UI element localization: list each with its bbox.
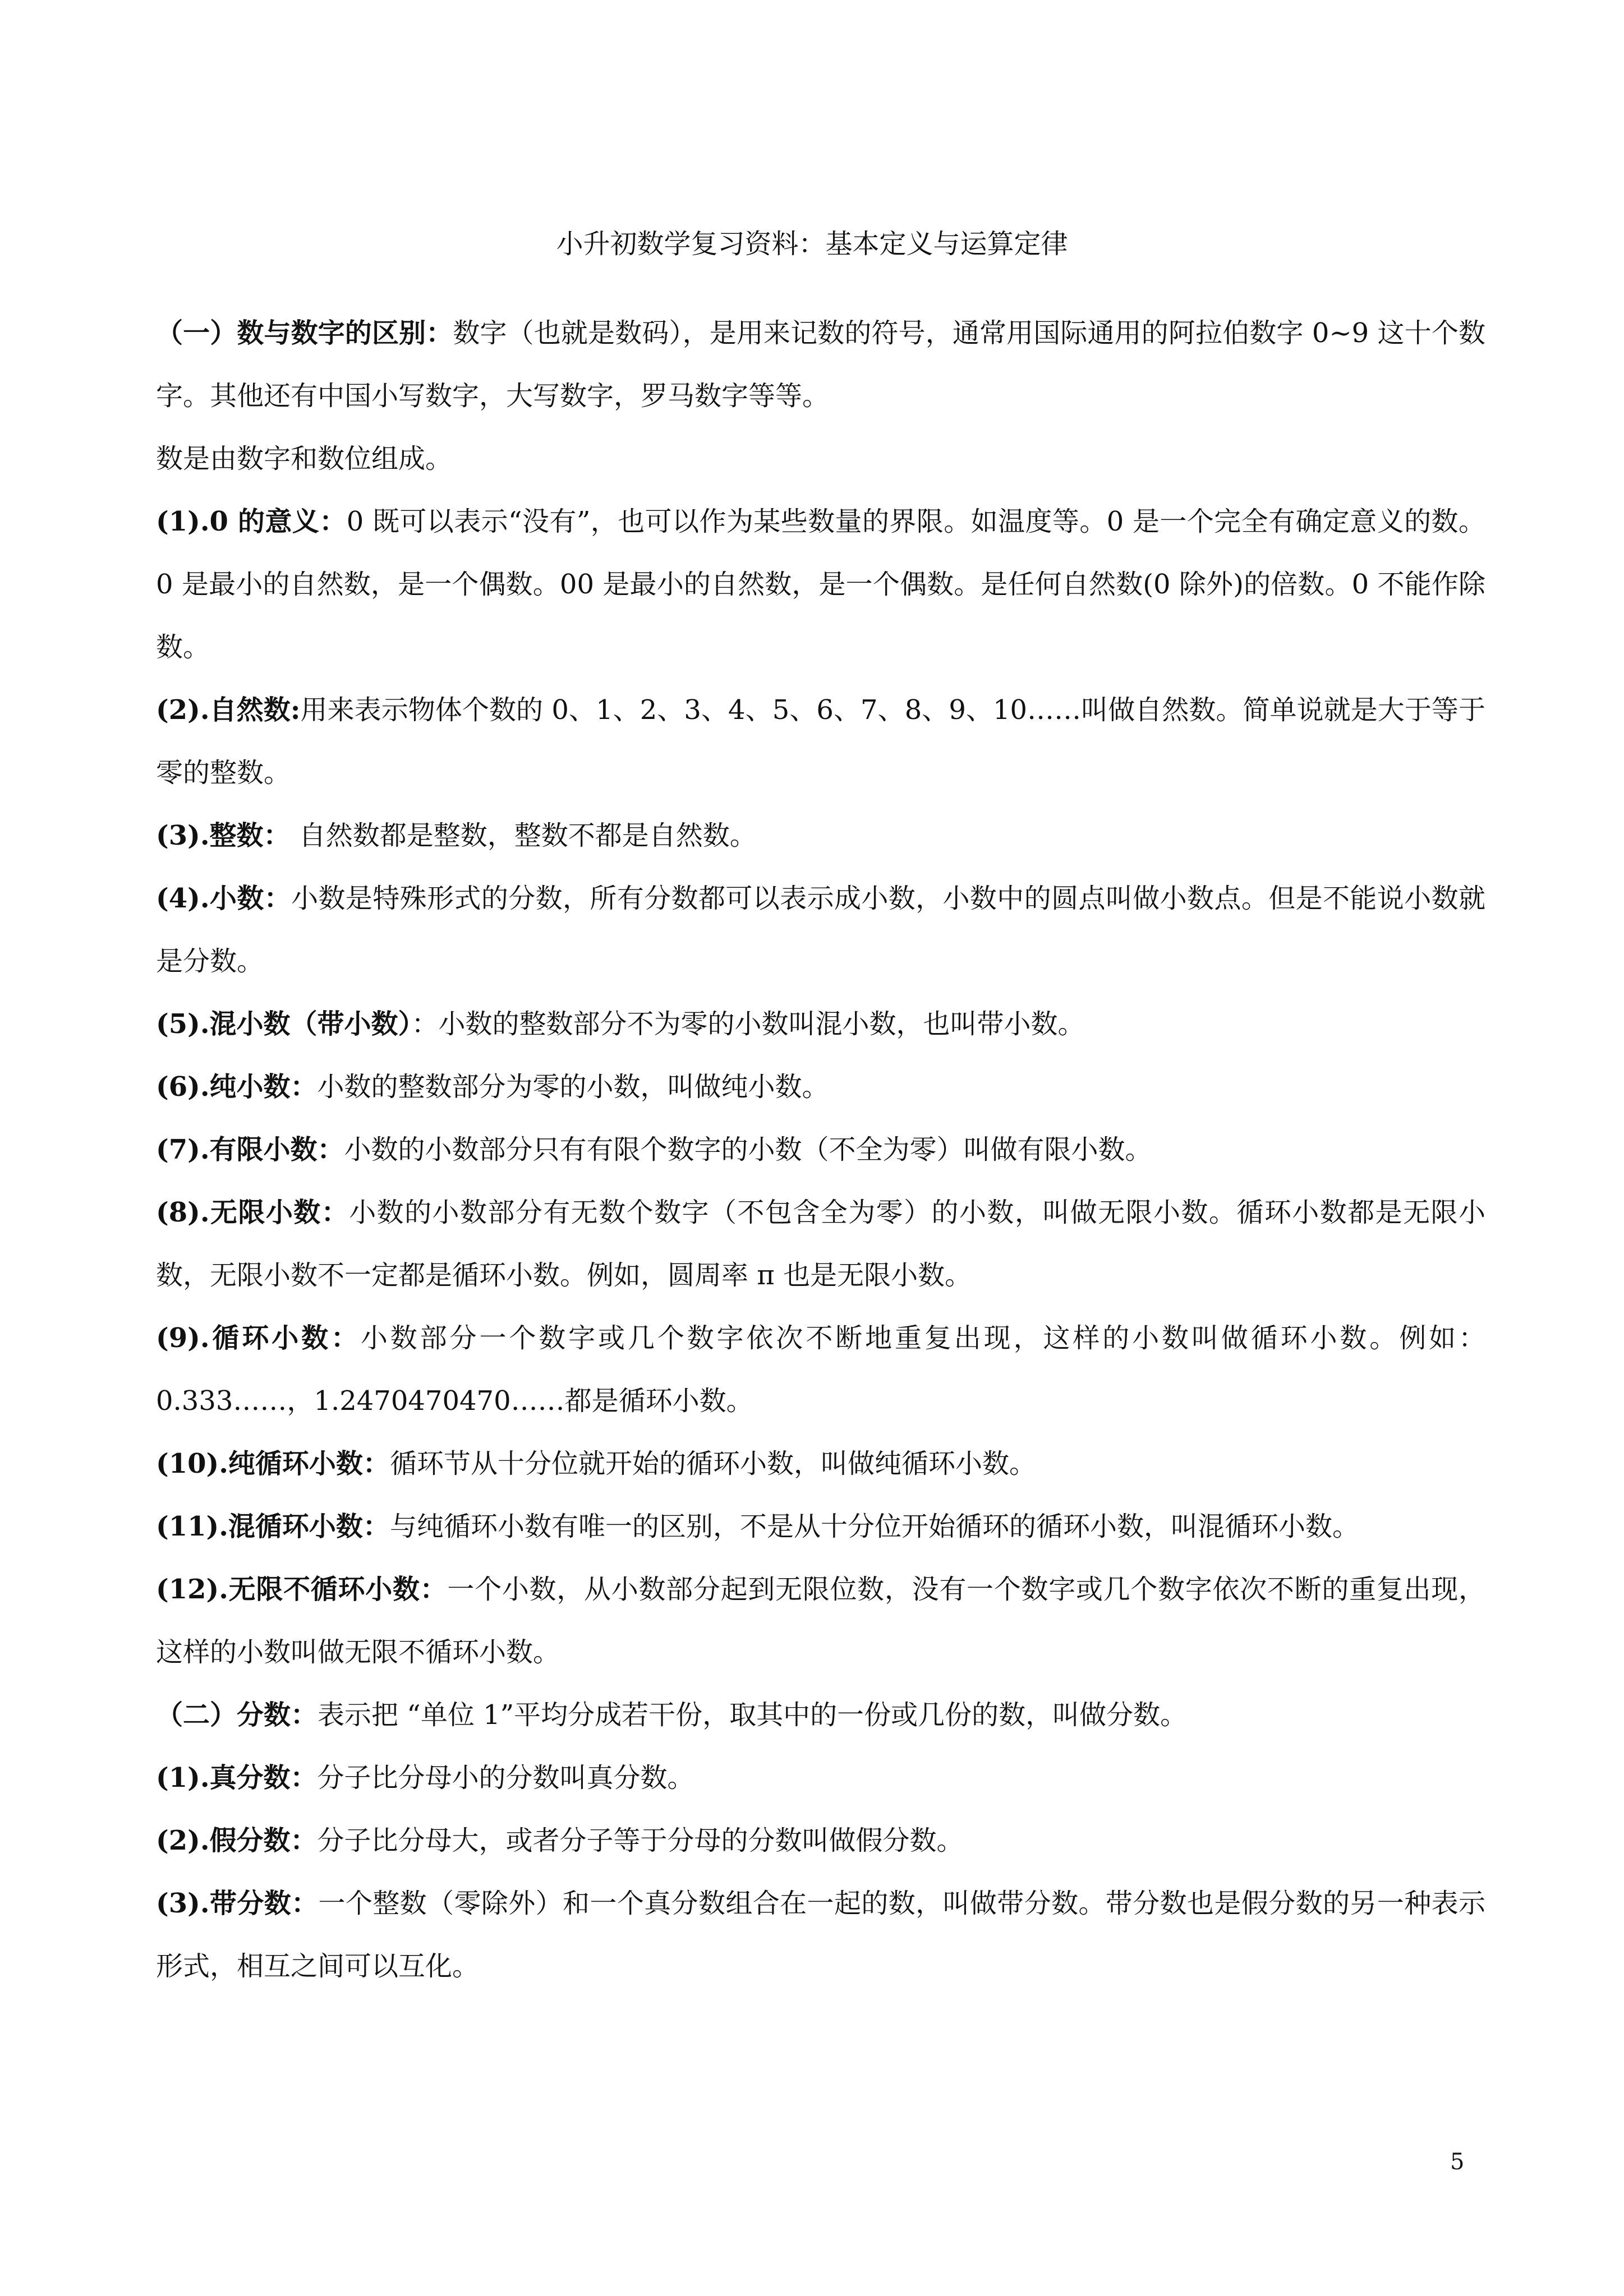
paragraph-mixed-repeating-decimals (156, 1495, 1485, 1558)
paragraph-label: (3).带分数： (156, 1888, 319, 1919)
paragraph-label: (1).0 的意义： (156, 506, 347, 537)
paragraph-number-composition (156, 427, 1485, 490)
paragraph-text: 数是由数字和数位组成。 (156, 443, 453, 474)
paragraph-decimals (156, 867, 1485, 993)
paragraph-label: (4).小数： (156, 883, 292, 914)
paragraph-label: (2).假分数： (156, 1825, 318, 1856)
paragraph-label: (8).无限小数： (156, 1197, 349, 1228)
paragraph-improper-fractions (156, 1809, 1485, 1872)
paragraph-label: (10).纯循环小数： (156, 1448, 390, 1479)
paragraph-label: (7).有限小数： (156, 1134, 344, 1165)
paragraph-text: 表示把 “单位 1”平均分成若干份，取其中的一份或几份的数，叫做分数。 (318, 1699, 1188, 1731)
paragraph-label: （二）分数： (156, 1699, 318, 1731)
paragraph-fractions (156, 1684, 1485, 1746)
paragraph-text: 一个小数，从小数部分起到无限位数，没有一个数字或几个数字依次不断的重复出现，这样的小数叫做无限不循环小数。 (156, 1574, 1485, 1668)
paragraph-label: (1).真分数： (156, 1762, 318, 1794)
paragraph-text: 小数部分一个数字或几个数字依次不断地重复出现，这样的小数叫做循环小数。例如：0.333……，1.2470470470……都是循环小数。 (156, 1322, 1485, 1417)
paragraph-label: (12).无限不循环小数： (156, 1574, 448, 1605)
paragraph-text: 0 既可以表示“没有”，也可以作为某些数量的界限。如温度等。0 是一个完全有确定意义的数。0 是最小的自然数，是一个偶数。00 是最小的自然数，是一个偶数。是任何自然数(0 除外)的倍数。0 不能作除数。 (156, 506, 1485, 663)
paragraph-zero-meaning (156, 490, 1485, 679)
paragraph-text: 小数的小数部分有无数个数字（不包含全为零）的小数，叫做无限小数。循环小数都是无限小数，无限小数不一定都是循环小数。例如，圆周率 π 也是无限小数。 (156, 1197, 1485, 1291)
paragraph-proper-fractions (156, 1746, 1485, 1809)
paragraph-natural-numbers (156, 679, 1485, 804)
paragraph-label: (9).循环小数： (156, 1322, 361, 1354)
paragraph-text: ：小数的整数部分不为零的小数叫混小数，也叫带小数。 (411, 1008, 1085, 1040)
paragraph-pure-repeating-decimals (156, 1432, 1485, 1495)
paragraph-text: 循环节从十分位就开始的循环小数，叫做纯循环小数。 (389, 1448, 1036, 1479)
paragraph-text: 与纯循环小数有唯一的区别，不是从十分位开始循环的循环小数，叫混循环小数。 (389, 1511, 1359, 1542)
paragraph-infinite-decimals (156, 1181, 1485, 1307)
paragraph-non-repeating-infinite-decimals (156, 1558, 1485, 1684)
paragraph-label: (2).自然数: (156, 694, 301, 726)
paragraph-label: (5).混小数（带小数） (156, 1008, 412, 1040)
paragraph-label: (6).纯小数： (156, 1071, 318, 1103)
paragraph-text: 小数是特殊形式的分数，所有分数都可以表示成小数，小数中的圆点叫做小数点。但是不能说小数就是分数。 (156, 883, 1485, 977)
paragraph-pure-decimals (156, 1055, 1485, 1118)
paragraph-text: 一个整数（零除外）和一个真分数组合在一起的数，叫做带分数。带分数也是假分数的另一种表示形式，相互之间可以互化。 (156, 1888, 1485, 1982)
paragraph-text: 小数的小数部分只有有限个数字的小数（不全为零）叫做有限小数。 (344, 1134, 1152, 1165)
paragraph-text: 数字（也就是数码），是用来记数的符号，通常用国际通用的阿拉伯数字 0~9 这十个数字。其他还有中国小写数字，大写数字，罗马数字等等。 (156, 317, 1485, 412)
paragraph-integers (156, 804, 1485, 867)
paragraph-repeating-decimals (156, 1307, 1485, 1432)
paragraph-mixed-decimals (156, 993, 1485, 1055)
paragraph-finite-decimals (156, 1118, 1485, 1181)
paragraph-text: 分子比分母大，或者分子等于分母的分数叫做假分数。 (317, 1825, 964, 1856)
paragraph-text: 用来表示物体个数的 0、1、2、3、4、5、6、7、8、9、10……叫做自然数。简单说就是大于等于零的整数。 (156, 694, 1485, 789)
paragraph-text: 自然数都是整数，整数不都是自然数。 (290, 820, 757, 851)
paragraph-label: （一）数与数字的区别： (156, 317, 453, 349)
paragraph-text: 小数的整数部分为零的小数，叫做纯小数。 (317, 1071, 829, 1103)
paragraph-label: (11).混循环小数： (156, 1511, 390, 1542)
page-number: 5 (1450, 2149, 1465, 2175)
paragraph-label: (3).整数： (156, 820, 291, 851)
paragraph-text: 分子比分母小的分数叫真分数。 (317, 1762, 694, 1794)
page-title: 小升初数学复习资料：基本定义与运算定律 (556, 228, 1068, 260)
paragraph-mixed-numbers (156, 1872, 1485, 1998)
paragraph-number-vs-digit (156, 302, 1485, 427)
